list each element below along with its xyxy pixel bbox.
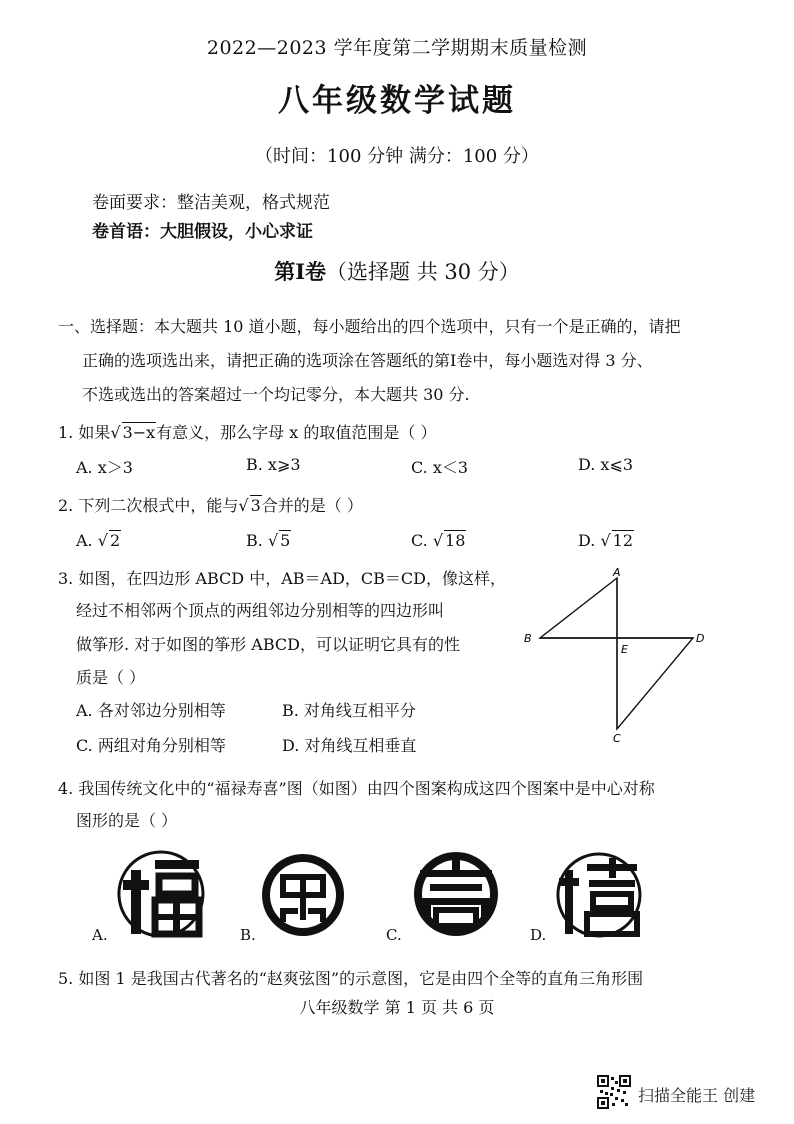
question-2-option-a	[76, 530, 121, 550]
question-2-option-b	[246, 530, 291, 550]
question-1-radicand: 3−x	[122, 423, 156, 442]
question-1-suffix: 有意义，那么字母 x 的取值范围是（ ）	[156, 423, 437, 442]
instructions-line-3: 不选或选出的答案超过一个均记零分，本大题共 30 分.	[82, 385, 470, 404]
option-radicand: 18	[445, 531, 466, 550]
page-footer: 八年级数学 第 1 页 共 6 页	[299, 998, 495, 1017]
question-1-prefix: 1. 如果	[58, 423, 111, 442]
question-2-stem	[58, 493, 363, 516]
label-e: E	[621, 643, 628, 656]
question-3-option-c: C. 两组对角分别相等	[76, 736, 226, 755]
label-c: C	[613, 732, 621, 744]
question-1-option-a: A. x＞3	[76, 458, 133, 477]
question-3-line-2: 经过不相邻两个顶点的两组邻边分别相等的四边形叫	[76, 601, 445, 620]
option-letter: C.	[411, 531, 433, 550]
fu-emblem-image	[115, 848, 207, 940]
sqrt-sign: √	[110, 423, 121, 442]
question-2-suffix: 合并的是（ ）	[261, 496, 363, 515]
option-letter: A.	[76, 531, 98, 550]
kite-figure	[520, 566, 710, 744]
time-info: （时间：100 分钟 满分：100 分）	[255, 146, 539, 167]
lu-emblem-image	[258, 850, 348, 940]
question-4-option-b: B.	[240, 926, 256, 944]
question-3-option-d: D. 对角线互相垂直	[282, 736, 417, 755]
section-title-rest: （选择题 共 30 分）	[326, 260, 520, 284]
option-letter: B.	[246, 531, 268, 550]
sqrt-sign: √	[432, 531, 444, 550]
label-d: D	[696, 632, 705, 645]
option-radicand: 2	[109, 531, 121, 550]
question-4-option-d: D.	[530, 926, 547, 944]
question-4-line-1: 4. 我国传统文化中的“福禄寿喜”图（如图）由四个图案构成这四个图案中是中心对称	[58, 779, 655, 798]
option-radicand: 5	[280, 531, 291, 550]
qr-code-icon	[597, 1075, 631, 1109]
shou-emblem-image	[410, 848, 502, 940]
sqrt-sign: √	[267, 531, 279, 550]
question-4-option-c: C.	[386, 926, 402, 944]
option-radicand: 12	[612, 531, 633, 550]
exam-header: 2022—2023 学年度第二学期期末质量检测	[206, 37, 588, 59]
exam-title: 八年级数学试题	[278, 83, 516, 119]
question-2-option-c	[411, 530, 466, 550]
question-5-line-1: 5. 如图 1 是我国古代著名的“赵爽弦图”的示意图，它是由四个全等的直角三角形围	[58, 969, 644, 988]
motto-text: 卷首语：大胆假设，小心求证	[92, 222, 313, 242]
instructions-line-1: 一、选择题：本大题共 10 道小题，每小题给出的四个选项中，只有一个是正确的，请把	[58, 317, 681, 336]
question-3-option-b: B. 对角线互相平分	[282, 701, 416, 720]
requirement-text: 卷面要求：整洁美观，格式规范	[92, 193, 330, 213]
scanner-watermark: 扫描全能王 创建	[638, 1086, 756, 1105]
question-1-stem	[58, 420, 436, 443]
question-2-option-d	[578, 530, 634, 550]
option-letter: D.	[578, 531, 601, 550]
sqrt-sign: √	[238, 496, 249, 515]
question-4-line-2: 图形的是（ ）	[76, 811, 178, 830]
question-1-option-b: B. x⩾3	[246, 455, 301, 474]
question-1-option-c: C. x＜3	[411, 458, 469, 477]
xi-emblem-image	[553, 850, 645, 940]
question-1-option-d: D. x⩽3	[578, 455, 634, 474]
label-a: A	[613, 566, 621, 579]
question-2-prefix: 2. 下列二次根式中，能与	[58, 496, 239, 515]
question-3-line-1: 3. 如图，在四边形 ABCD 中，AB＝AD，CB＝CD，像这样，	[58, 569, 506, 588]
instructions-line-2: 正确的选项选出来，请把正确的选项涂在答题纸的第Ⅰ卷中，每小题选对得 3 分、	[82, 351, 653, 370]
sqrt-sign: √	[600, 531, 611, 550]
label-b: B	[524, 632, 532, 645]
question-2-radicand: 3	[250, 496, 261, 515]
section-title-bold: 第Ⅰ卷	[274, 259, 327, 284]
question-3-line-3: 做筝形. 对于如图的筝形 ABCD，可以证明它具有的性	[76, 635, 460, 654]
question-3-option-a: A. 各对邻边分别相等	[76, 701, 226, 720]
sqrt-sign: √	[97, 531, 108, 550]
section-title	[0, 256, 794, 286]
question-3-line-4: 质是（ ）	[76, 668, 146, 687]
question-4-option-a: A.	[92, 926, 108, 944]
